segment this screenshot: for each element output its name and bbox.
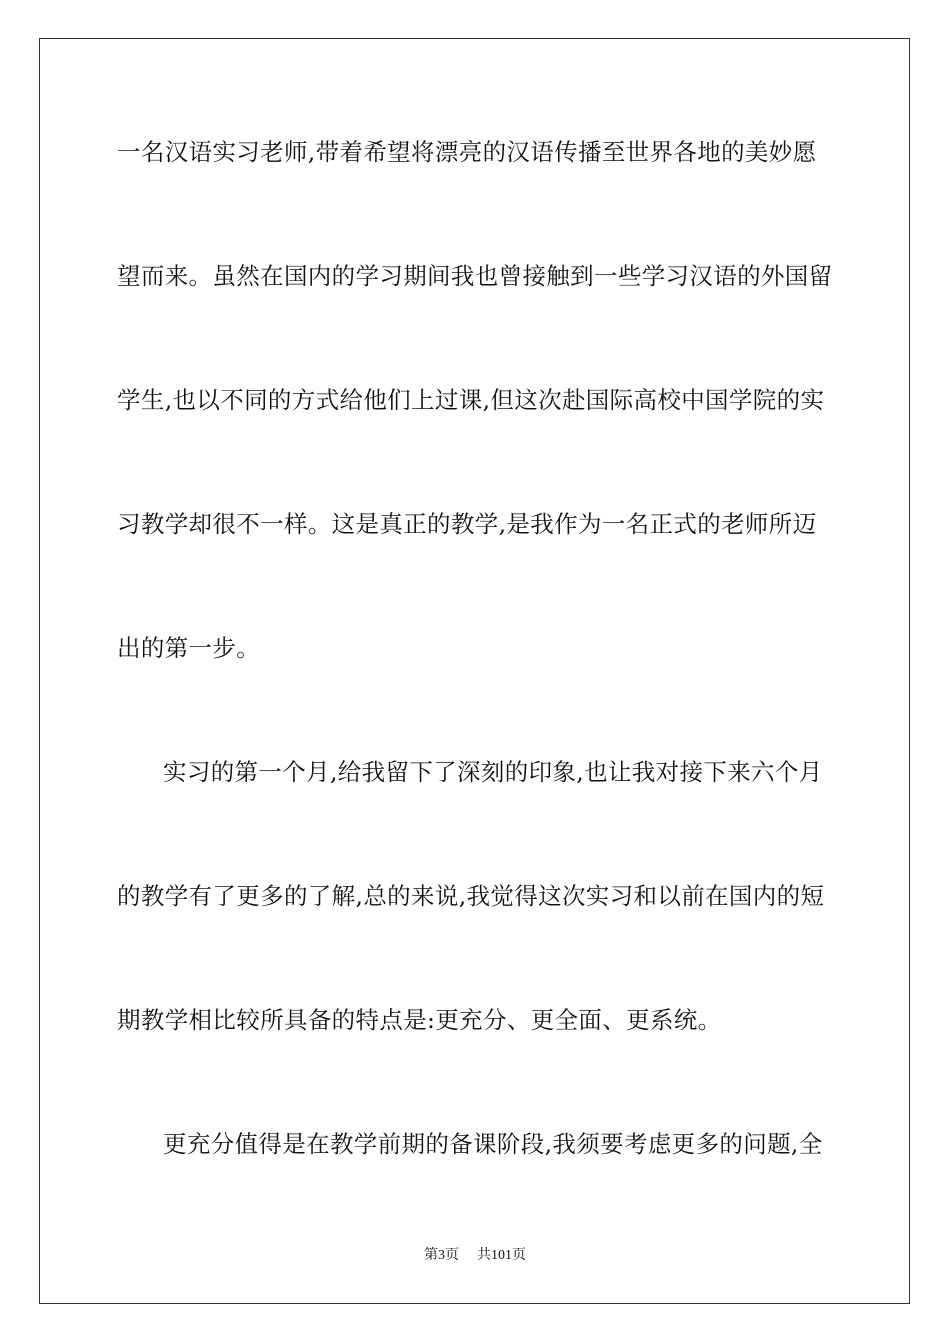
total-pages: 共101页	[477, 1248, 526, 1263]
page-footer	[0, 1247, 950, 1265]
text-line-4: 习教学却很不一样。这是真正的教学,是我作为一名正式的老师所迈	[117, 510, 817, 538]
text-line-3: 学生,也以不同的方式给他们上过课,但这次赴国际高校中国学院的实	[117, 386, 825, 414]
text-line-5: 出的第一步。	[117, 634, 261, 662]
text-line-2: 望而来。虽然在国内的学习期间我也曾接触到一些学习汉语的外国留	[117, 262, 833, 290]
text-line-8: 期教学相比较所具备的特点是:更充分、更全面、更系统。	[117, 1006, 722, 1034]
text-line-1: 一名汉语实习老师,带着希望将漂亮的汉语传播至世界各地的美妙愿	[117, 138, 817, 166]
text-line-7: 的教学有了更多的了解,总的来说,我觉得这次实习和以前在国内的短	[117, 882, 825, 910]
text-line-9: 更充分值得是在教学前期的备课阶段,我须要考虑更多的问题,全	[163, 1130, 823, 1158]
page-border	[39, 38, 910, 1304]
text-line-6: 实习的第一个月,给我留下了深刻的印象,也让我对接下来六个月	[163, 758, 823, 786]
page-number: 第3页	[424, 1248, 459, 1263]
